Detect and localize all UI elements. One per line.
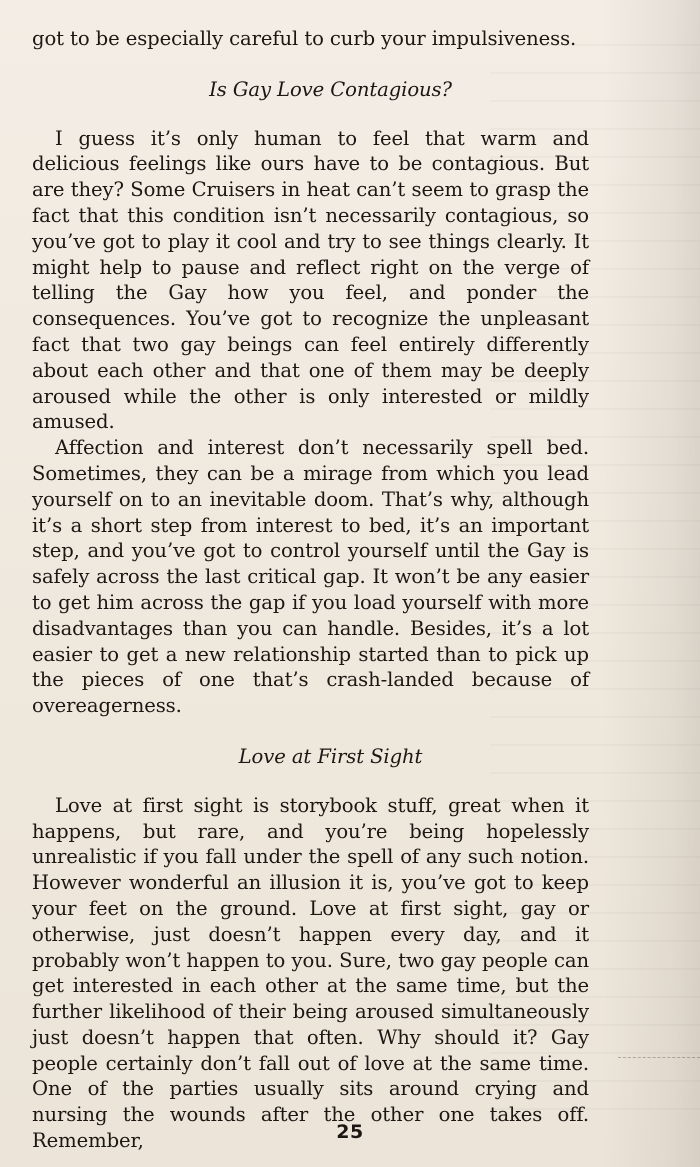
- margin-mark: [618, 1057, 700, 1060]
- opening-line: got to be especially careful to curb your impulsiveness.: [32, 27, 577, 50]
- section-heading-contagious: Is Gay Love Contagious?: [209, 77, 452, 101]
- page-number: 25: [336, 1121, 364, 1143]
- paragraph-contagious-2: Affection and interest don’t necessarily spell bed. Sometimes, they can be a mirage from which you lead yourself on to an inevitable doom. That’s why, although it’s a short step from interest to bed, it’s an important step, and you’ve got to control yourself until the Gay is safely across the last critical gap. It won’t be any easier to get him across the gap if you load yourself with more disadvantages than you can handle. Besides, it’s a lot easier to get a new relationship started than to pick up the pieces of one that’s crash-landed because of overeagerness.: [32, 436, 589, 718]
- section-heading-first-sight: Love at First Sight: [238, 744, 423, 768]
- paragraph-first-sight-1: Love at first sight is storybook stuff, great when it happens, but rare, and you’re being hopelessly unrealistic if you fall under the spell of any such notion. However wonderful an illusion it is, you’ve got to keep your feet on the ground. Love at first sight, gay or otherwise, just doesn’t happen every day, and it probably won’t happen to you. Sure, two gay people can get interested in each other at the same time, but the further likelihood of their being aroused simultaneously just doesn’t happen that often. Why should it? Gay people certainly don’t fall out of love at the same time. One of the parties usually sits around crying and nursing the wounds after the other one takes off. Remember,: [32, 793, 589, 1153]
- page-body: [32, 26, 589, 1154]
- paragraph-contagious-1: I guess it’s only human to feel that warm and delicious feelings like ours have to be contagious. But are they? Some Cruisers in heat can’t seem to grasp the fact that this condition isn’t necessarily contagious, so you’ve got to play it cool and try to see things clearly. It might help to pause and reflect right on the verge of telling the Gay how you feel, and ponder the consequences. You’ve got to recognize the unpleasant fact that two gay beings can feel entirely differently about each other and that one of them may be deeply aroused while the other is only interested or mildly amused.: [32, 126, 589, 434]
